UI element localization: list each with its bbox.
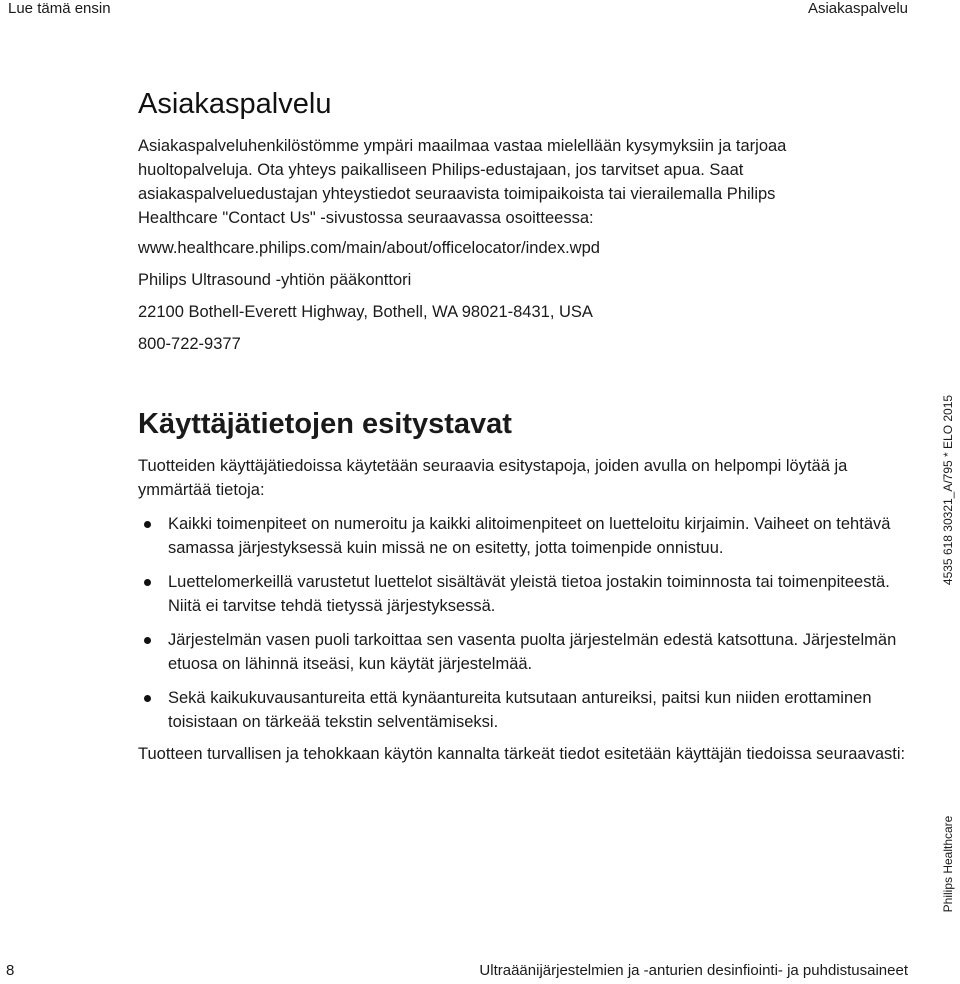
list-item xyxy=(138,570,908,618)
section-title-customer-service: Asiakaspalvelu xyxy=(138,88,332,120)
bullet-icon xyxy=(144,695,151,702)
list-item-text: Järjestelmän vasen puoli tarkoittaa sen vasenta puolta järjestelmän edestä katsottuna. Järjestelmän etuosa on lähinnä itseäsi, kun käytät järjestelmää. xyxy=(168,631,897,673)
list-item xyxy=(138,512,908,560)
headquarters-label: Philips Ultrasound -yhtiön pääkonttori xyxy=(138,271,412,289)
headquarters-phone: 800-722-9377 xyxy=(138,335,241,353)
list-item-text: Kaikki toimenpiteet on numeroitu ja kaikki alitoimenpiteet on luetteloitu kirjaimin. Vaiheet on tehtävä samassa järjestyksessä kuin missä ne on esitetty, jotta toimenpide onnistuu. xyxy=(168,515,891,557)
list-item-text: Luettelomerkeillä varustetut luettelot sisältävät yleistä tietoa jostakin toiminnosta tai toimenpiteestä. Niitä ei tarvitse tehdä tietyssä järjestyksessä. xyxy=(168,573,890,615)
conventions-intro: Tuotteiden käyttäjätiedoissa käytetään seuraavia esitystapoja, joiden avulla on helpompi löytää ja ymmärtää tietoja: xyxy=(138,457,848,499)
bullet-icon xyxy=(144,579,151,586)
bullet-icon xyxy=(144,521,151,528)
customer-service-intro: Asiakaspalveluhenkilöstömme ympäri maailmaa vastaa mielellään kysymyksiin ja tarjoaa huoltopalveluja. Ota yhteys paikalliseen Philips-edustajaan, jos tarvitset apua. Saat asiakaspalveluedustajan yhteystiedot seuraavista toimipaikoista tai vierailemalla Philips Healthcare "Contact Us" -sivustossa seuraavassa osoitteessa: xyxy=(138,137,787,227)
side-brand xyxy=(936,814,960,914)
list-item-text: Sekä kaikukuvausantureita että kynäantureita kutsutaan antureiksi, paitsi kun niiden erottaminen toisistaan on tärkeää tekstin selventämiseksi. xyxy=(168,689,872,731)
conventions-closing: Tuotteen turvallisen ja tehokkaan käytön kannalta tärkeät tiedot esitetään käyttäjän tiedoissa seuraavasti: xyxy=(138,745,906,763)
headquarters-address: 22100 Bothell-Everett Highway, Bothell, WA 98021-8431, USA xyxy=(138,303,593,321)
running-header-right: Asiakaspalvelu xyxy=(807,0,908,17)
document-code-text: 4535 618 30321_A/795 * ELO 2015 xyxy=(941,394,955,586)
page-content xyxy=(138,84,908,763)
page-number: 8 xyxy=(6,962,15,979)
office-locator-url: www.healthcare.philips.com/main/about/officelocator/index.wpd xyxy=(138,239,600,257)
section-title-conventions: Käyttäjätietojen esitystavat xyxy=(138,408,512,440)
bullet-icon xyxy=(144,637,151,644)
side-document-code xyxy=(936,394,960,586)
list-item xyxy=(138,686,908,734)
running-header-left: Lue tämä ensin xyxy=(8,0,111,17)
list-item xyxy=(138,628,908,676)
conventions-list xyxy=(138,512,908,744)
footer-title: Ultraäänijärjestelmien ja -anturien desinfiointi- ja puhdistusaineet xyxy=(479,962,908,979)
brand-text: Philips Healthcare xyxy=(941,815,955,913)
